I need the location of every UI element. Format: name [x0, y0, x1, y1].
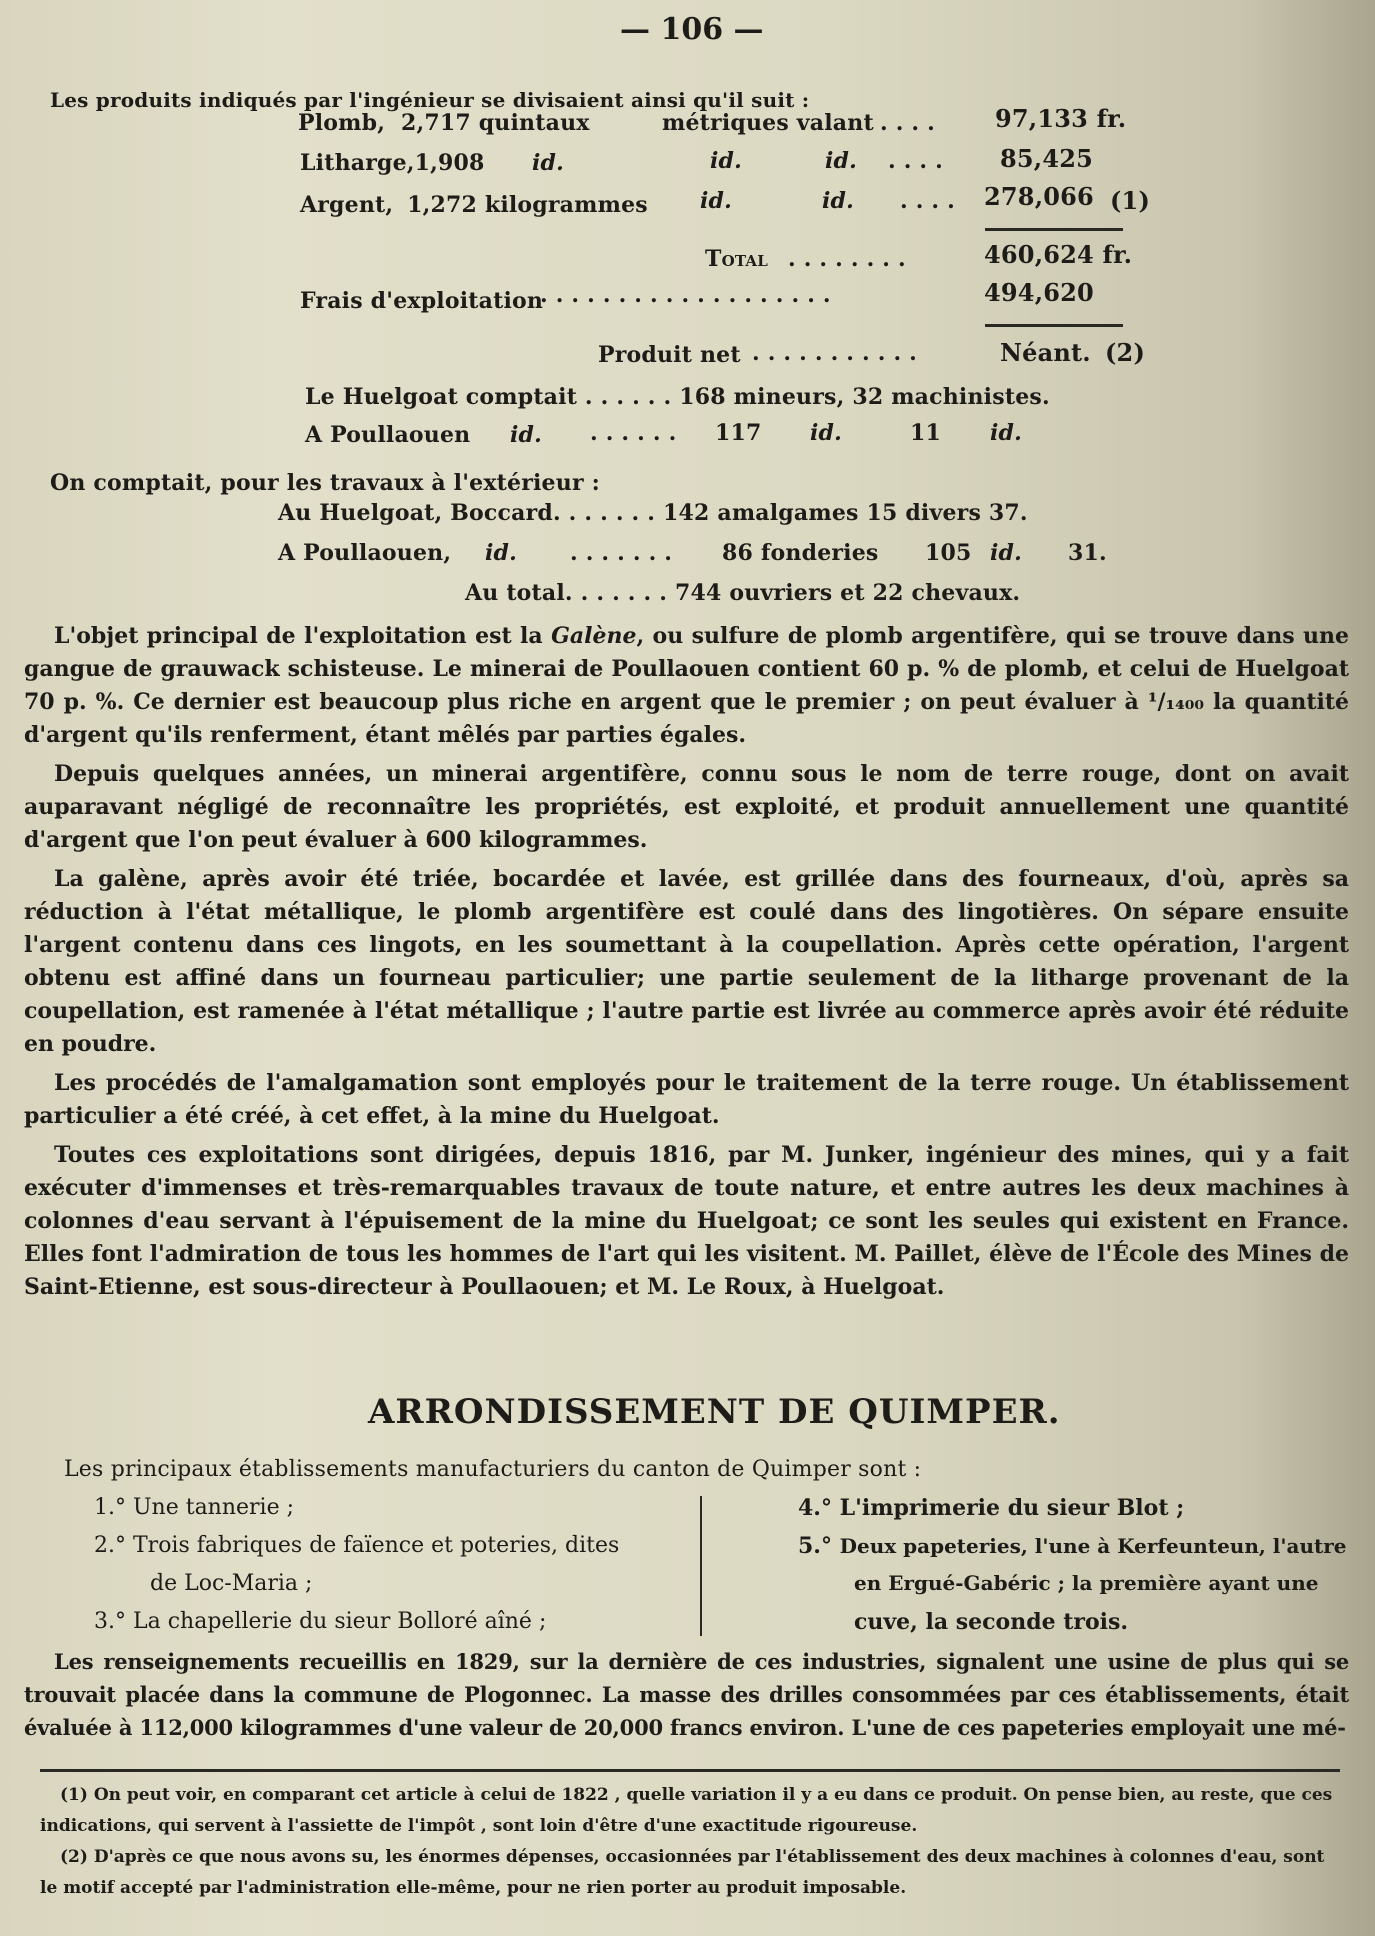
product-row-plomb	[298, 110, 590, 136]
frais-label: Frais d'exploitation	[300, 288, 544, 314]
list-item	[798, 1533, 1347, 1559]
exterior-intro: On comptait, pour les travaux à l'extérieur :	[50, 470, 600, 496]
exterior-count: 86 fonderies	[722, 540, 879, 566]
column-divider	[700, 1496, 702, 1636]
list-num: 1.°	[94, 1495, 126, 1520]
list-text: Une tannerie ;	[133, 1495, 295, 1520]
paragraph-galene	[24, 620, 1349, 752]
worker-count: 11	[910, 420, 942, 446]
exterior-dots: . . . . . .	[568, 500, 656, 526]
list-text: La chapellerie du sieur Bolloré aîné ;	[133, 1609, 547, 1634]
text-run: , ou sulfure de plomb argentifère, qui se trouve dans une gangue de grauwack schisteuse. Le minerai de Poullaouen contient 60 p. % de plomb, et celui de Huelgoat 70 p. %. Ce dernier est beaucoup plus riche en argent que le premier ; on peut évaluer à	[24, 623, 1350, 715]
produit-net-value: Néant.	[1000, 338, 1091, 367]
list-num: 2.°	[94, 1533, 126, 1558]
product-name: Plomb,	[298, 110, 386, 136]
worker-count: 168 mineurs, 32 machinistes.	[679, 384, 1050, 410]
worker-dots: . . . . . .	[590, 420, 677, 446]
paragraph-terre-rouge: Depuis quelques années, un minerai argentifère, connu sous le nom de terre rouge, dont on avait auparavant négligé de reconnaître les propriétés, est exploité, et produit annuellement une quantité d'argent que l'on peut évaluer à 600 kilogrammes.	[24, 761, 1349, 853]
product-id: id.	[700, 188, 732, 214]
page-number: — 106 —	[620, 12, 764, 47]
list-text: Deux papeteries, l'une à Kerfeunteun, l'autre	[839, 1534, 1347, 1558]
intro-line: Les produits indiqués par l'ingénieur se divisaient ainsi qu'il suit :	[50, 88, 810, 112]
product-dots: . . . .	[900, 188, 956, 214]
footnote-rule	[40, 1769, 1340, 1772]
worker-label: A Poullaouen	[305, 422, 471, 448]
product-id: id.	[825, 148, 857, 174]
worker-row-poullaouen	[305, 422, 470, 448]
worker-label: Le Huelgoat comptait	[305, 384, 578, 410]
exterior-id: id.	[485, 540, 517, 566]
list-item	[94, 1609, 546, 1634]
product-dots: . . . .	[880, 110, 936, 136]
list-item	[94, 1533, 619, 1558]
product-qty-id: id.	[532, 150, 564, 176]
sum-rule	[985, 228, 1123, 231]
worker-count: 117	[715, 420, 762, 446]
exterior-count: 142 amalgames 15 divers 37.	[662, 500, 1028, 526]
worker-id: id.	[810, 420, 842, 446]
worker-id: id.	[990, 420, 1022, 446]
total-dots: . . . . . . . .	[788, 246, 906, 272]
paragraph-junker: Toutes ces exploitations sont dirigées, depuis 1816, par M. Junker, ingénieur des mines, qui y a fait exécuter d'immenses et très-remarquables travaux de toute nature, et entre autres les deux machines à colonnes d'eau servant à l'épuisement de la mine du Huelgoat; ce sont les seules qui existent en France. Elles font l'admiration de tous les hommes de l'art qui les visitent. M. Paillet, élève de l'École des Mines de Saint-Etienne, est sous-directeur à Poullaouen; et M. Le Roux, à Huelgoat.	[24, 1142, 1349, 1300]
product-row-litharge	[300, 150, 485, 176]
paragraph-renseignements	[24, 1645, 1349, 1744]
fraction: ¹/₁₄₀₀	[1147, 689, 1205, 715]
galene-term: Galène	[551, 623, 637, 649]
product-value: 85,425	[1000, 144, 1094, 173]
product-name: Litharge,	[300, 150, 415, 176]
exterior-count: 105	[925, 540, 972, 566]
frais-dots: . . . . . . . . . . . . . . . . . . .	[540, 282, 831, 308]
list-text: Trois fabriques de faïence et poteries, dites	[133, 1533, 620, 1558]
product-value: 97,133 fr.	[995, 104, 1127, 133]
list-item-cont: de Loc-Maria ;	[150, 1571, 313, 1596]
text-run: la quantité d'argent qu'ils renferment, étant mêlés par parties égales.	[24, 689, 1349, 748]
worker-id: id.	[510, 422, 542, 448]
quimper-intro: Les principaux établissements manufacturiers du canton de Quimper sont :	[64, 1457, 922, 1482]
product-qty: 1,908	[414, 150, 485, 176]
exterior-label: Au total.	[465, 580, 573, 606]
worker-dots: . . . . . .	[584, 384, 672, 410]
footnote-1: (1) On peut voir, en comparant cet article à celui de 1822 , quelle variation il y a eu dans ce produit. On pense bien, au reste, que ces indications, qui servent à l'assiette de l'impôt , sont loin d'être d'une exactitude rigoureuse.	[40, 1785, 1333, 1836]
exterior-label: A Poullaouen,	[278, 540, 452, 566]
text-run: L'objet principal de l'exploitation est la	[54, 623, 552, 649]
worker-row-huelgoat	[305, 384, 1050, 410]
product-qty: 1,272 kilogrammes	[407, 192, 648, 218]
paragraph-text: Les renseignements recueillis en 1829, sur la dernière de ces industries, signalent une usine de plus qui se trouvait placée dans la commune de Plogonnec. La masse des drilles consommées par ces établissements, était évaluée à 112,000 kilogrammes d'une valeur de 20,000 francs environ. L'une de ces papeteries employait une mé-	[24, 1649, 1349, 1740]
exterior-row-poullaouen	[278, 540, 451, 566]
product-dots: . . . .	[888, 148, 944, 174]
product-row-argent	[300, 192, 648, 218]
product-value: 278,066	[984, 182, 1094, 211]
exterior-count: 31.	[1068, 540, 1107, 566]
exterior-id: id.	[990, 540, 1022, 566]
footnote-ref-2: (2)	[1105, 338, 1146, 367]
footnote-ref-1: (1)	[1110, 186, 1151, 215]
list-item	[798, 1495, 1184, 1521]
net-rule	[985, 324, 1123, 327]
list-text: L'imprimerie du sieur Blot ;	[839, 1495, 1185, 1521]
exterior-row-huelgoat	[278, 500, 1028, 526]
product-qty: 2,717 quintaux	[400, 110, 590, 136]
exterior-dots: . . . . . . .	[570, 540, 673, 566]
frais-value: 494,620	[984, 278, 1094, 307]
product-name: Argent,	[300, 192, 394, 218]
list-item	[94, 1495, 294, 1520]
exterior-label: Au Huelgoat, Boccard.	[278, 500, 561, 526]
total-value: 460,624 fr.	[984, 240, 1133, 269]
paragraph-amalgamation: Les procédés de l'amalgamation sont employés pour le traitement de la terre rouge. Un établissement particulier a été créé, à cet effet, à la mine du Huelgoat.	[24, 1070, 1349, 1129]
footnote-2: (2) D'après ce que nous avons su, les énormes dépenses, occasionnées par l'établissement des deux machines à colonnes d'eau, sont le motif accepté par l'administration elle-même, pour ne rien porter au produit imposable.	[40, 1847, 1325, 1898]
produit-net-dots: . . . . . . . . . . .	[752, 340, 918, 366]
product-unit: métriques valant	[662, 110, 874, 136]
list-item-cont: en Ergué-Gabéric ; la première ayant une	[854, 1571, 1319, 1595]
product-id: id.	[710, 148, 742, 174]
exterior-dots: . . . . . .	[580, 580, 668, 606]
list-num: 3.°	[94, 1609, 126, 1634]
list-num: 4.°	[798, 1495, 832, 1521]
footnotes	[40, 1780, 1340, 1904]
body-paragraphs	[24, 620, 1349, 1304]
exterior-row-total	[465, 580, 1020, 606]
section-heading: ARRONDISSEMENT DE QUIMPER.	[368, 1392, 1061, 1432]
product-id: id.	[822, 188, 854, 214]
list-item-cont: cuve, la seconde trois.	[854, 1609, 1129, 1635]
exterior-count: 744 ouvriers et 22 chevaux.	[674, 580, 1021, 606]
produit-net-label: Produit net	[598, 342, 741, 368]
list-num: 5.°	[798, 1533, 832, 1559]
total-label: Total	[705, 246, 768, 272]
paragraph-galene-process: La galène, après avoir été triée, bocardée et lavée, est grillée dans des fourneaux, d'où, après sa réduction à l'état métallique, le plomb argentifère est coulé dans des lingotières. On sépare ensuite l'argent contenu dans ces lingots, en les soumettant à la coupellation. Après cette opération, l'argent obtenu est affiné dans un fourneau particulier; une partie seulement de la litharge provenant de la coupellation, est ramenée à l'état métallique ; l'autre partie est livrée au commerce après avoir été réduite en poudre.	[24, 866, 1349, 1057]
